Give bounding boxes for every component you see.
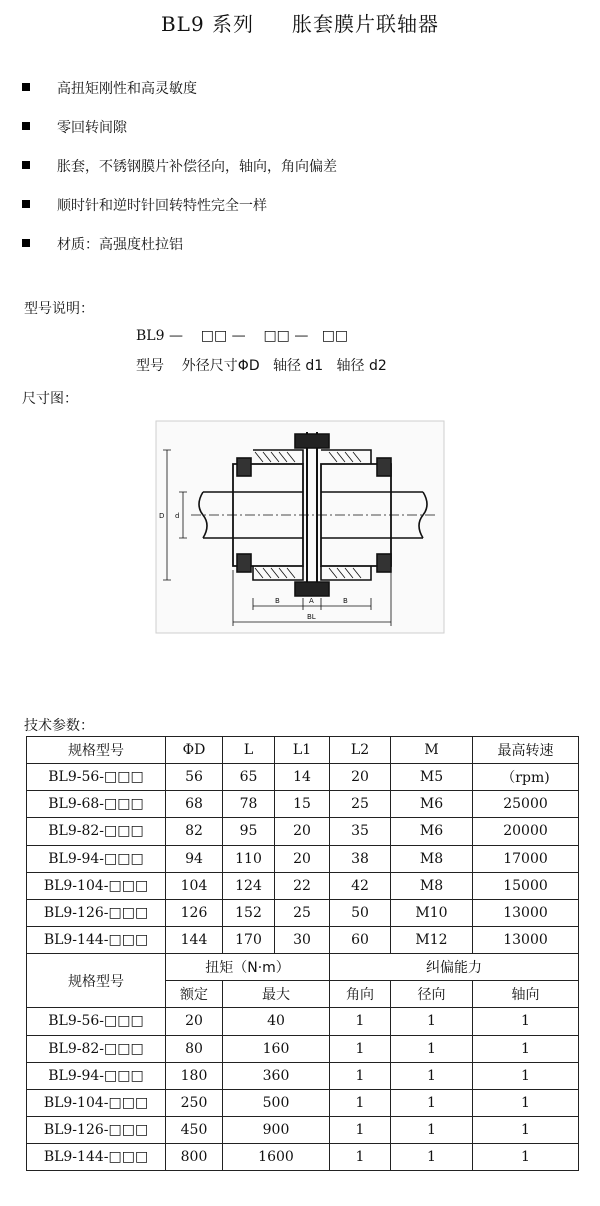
table-row: BL9-94-□□□ 94 110 20 38 M8 17000 bbox=[27, 845, 579, 872]
screw-top-left bbox=[237, 458, 251, 476]
header-l2: L2 bbox=[330, 737, 391, 764]
header-l1: L1 bbox=[275, 737, 330, 764]
header-max-speed: 最高转速 bbox=[473, 737, 579, 764]
table-row: BL9-68-□□□ 68 78 15 25 M6 25000 bbox=[27, 791, 579, 818]
table-row: BL9-56-□□□ 20 40 1 1 1 bbox=[27, 1008, 579, 1035]
torque-header-row bbox=[27, 954, 579, 981]
feature-item: 胀套，不锈钢膜片补偿径向，轴向，角向偏差 bbox=[22, 156, 337, 195]
feature-item: 顺时针和逆时针回转特性完全一样 bbox=[22, 195, 337, 234]
table-row: BL9-82-□□□ 82 95 20 35 M6 20000 bbox=[27, 818, 579, 845]
drawing-frame bbox=[156, 421, 444, 633]
screw-bottom-left bbox=[237, 554, 251, 572]
table-row: BL9-126-□□□ 450 900 1 1 1 bbox=[27, 1117, 579, 1144]
top-bolt bbox=[295, 434, 329, 448]
header-model-2: 规格型号 bbox=[27, 954, 166, 1008]
table-row: BL9-94-□□□ 180 360 1 1 1 bbox=[27, 1062, 579, 1089]
label-B-right: B bbox=[343, 597, 348, 605]
table-row: BL9-56-□□□ 56 65 14 20 M5 （rpm) bbox=[27, 764, 579, 791]
header-deviation: 纠偏能力 bbox=[330, 954, 579, 981]
title-name: 胀套膜片联轴器 bbox=[292, 12, 440, 36]
screw-bottom-right bbox=[377, 554, 391, 572]
table-row: BL9-104-□□□ 250 500 1 1 1 bbox=[27, 1089, 579, 1116]
header-model: 规格型号 bbox=[27, 737, 166, 764]
header-torque: 扭矩（N·m） bbox=[166, 954, 330, 981]
page-title bbox=[0, 8, 600, 37]
model-explanation-label: 型号说明： bbox=[24, 301, 94, 317]
header-angular: 角向 bbox=[330, 981, 391, 1008]
feature-item: 高扭矩刚性和高灵敏度 bbox=[22, 78, 337, 117]
square-bullet-icon bbox=[22, 200, 30, 208]
tech-params-label: 技术参数： bbox=[24, 718, 94, 734]
label-A: A bbox=[309, 597, 314, 605]
table-row: BL9-82-□□□ 80 160 1 1 1 bbox=[27, 1035, 579, 1062]
label-BL: BL bbox=[307, 613, 316, 621]
table-header-row bbox=[27, 737, 579, 764]
model-description-line: 型号 外径尺寸ΦD 轴径 d1 轴径 d2 bbox=[136, 358, 387, 374]
model-code-line: BL9 — □□ — □□ — □□ bbox=[136, 328, 349, 344]
spec-table bbox=[26, 736, 579, 1171]
table-row: BL9-104-□□□ 104 124 22 42 M8 15000 bbox=[27, 872, 579, 899]
header-max: 最大 bbox=[223, 981, 330, 1008]
header-axial: 轴向 bbox=[473, 981, 579, 1008]
label-d: d bbox=[175, 512, 180, 520]
square-bullet-icon bbox=[22, 122, 30, 130]
feature-item: 材质：高强度杜拉铝 bbox=[22, 234, 337, 273]
title-series: BL9 系列 bbox=[160, 12, 255, 36]
screw-top-right bbox=[377, 458, 391, 476]
label-B-left: B bbox=[275, 597, 280, 605]
square-bullet-icon bbox=[22, 161, 30, 169]
bottom-bolt bbox=[295, 582, 329, 596]
square-bullet-icon bbox=[22, 239, 30, 247]
header-rated: 额定 bbox=[166, 981, 223, 1008]
header-l: L bbox=[223, 737, 275, 764]
header-od: ΦD bbox=[166, 737, 223, 764]
feature-list bbox=[22, 78, 337, 273]
coupling-dimension-drawing bbox=[155, 420, 445, 634]
dimension-drawing-label: 尺寸图： bbox=[22, 391, 78, 407]
table-row: BL9-144-□□□ 800 1600 1 1 1 bbox=[27, 1144, 579, 1171]
header-m: M bbox=[391, 737, 473, 764]
table-row: BL9-144-□□□ 144 170 30 60 M12 13000 bbox=[27, 927, 579, 954]
table-row: BL9-126-□□□ 126 152 25 50 M10 13000 bbox=[27, 899, 579, 926]
feature-item: 零回转间隙 bbox=[22, 117, 337, 156]
header-radial: 径向 bbox=[391, 981, 473, 1008]
label-D: D bbox=[159, 512, 165, 520]
square-bullet-icon bbox=[22, 83, 30, 91]
